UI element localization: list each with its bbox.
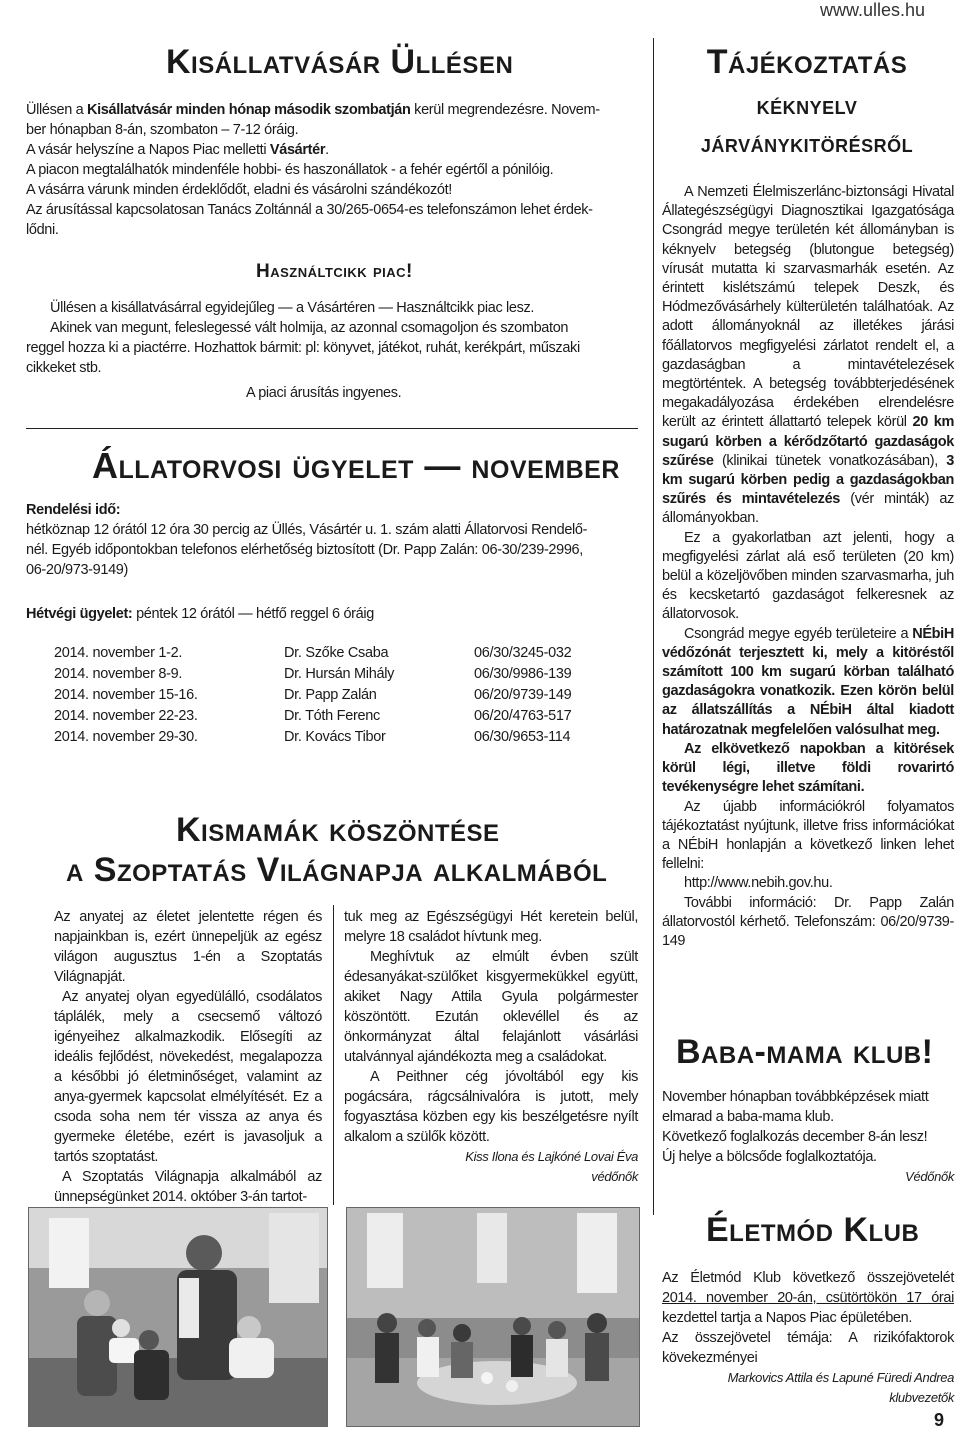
schedule-phone: 06/30/9986-139	[474, 666, 572, 682]
taj-p6: További információ: Dr. Papp Zalán állatorvostól kérhető. Telefonszám: 06/20/9739-149	[662, 894, 954, 949]
allatorvosi-body	[26, 500, 638, 580]
eletmod-body	[662, 1268, 954, 1408]
km-col2-p0: tuk meg az Egészségügyi Hét keretein belül, melyre 18 családot hívtunk meg.	[344, 909, 638, 945]
bm-line-1: Következő foglalkozás december 8-án lesz!	[662, 1129, 928, 1145]
section-divider	[26, 428, 638, 429]
km-col2-p2: A Peithner cég jóvoltából egy kis pogácsára, rágcsálnivalóra is jutott, mely fogyasztása közben egy kis beszélgetésre nyílt alkalom a szülők között.	[344, 1069, 638, 1145]
office-label: Rendelési idő:	[26, 502, 121, 518]
bm-line-2: Új helye a bölcsőde foglalkoztatója.	[662, 1149, 877, 1165]
page-number: 9	[934, 1410, 945, 1430]
photo-nurse-with-baby	[28, 1207, 328, 1427]
babamama-title: Baba-mama klub!	[676, 1033, 934, 1071]
em-p1: Az Életmód Klub következő összejövetelét 2014. november 20-án, csütörtökön 17 órai kezdettel tartja a Napos Piac épületében.	[662, 1270, 954, 1326]
allatorvosi-title: Állatorvosi ügyelet — november	[92, 445, 620, 486]
photo-icon	[347, 1208, 639, 1426]
schedule-doctor: Dr. Hursán Mihály	[284, 666, 395, 682]
taj-p5: Az újabb információkról folyamatos tájékoztatást nyújtunk, illetve friss információkat a NÉbiH honlapján a következő linken lehet fellelni:	[662, 798, 954, 873]
kv-line-0: Üllésen a Kisállatvásár minden hónap második szombatján kerül megrendezésre. Novem-	[26, 102, 600, 118]
nebih-link[interactable]: http://www.nebih.gov.hu.	[684, 875, 833, 892]
schedule-date: 2014. november 29-30.	[54, 729, 198, 745]
kv-line-5: Az árusítással kapcsolatosan Tanács Zoltánnál a 30/265-0654-es telefonszámon lehet érdek-	[26, 202, 593, 218]
kisallatvasar-title: Kisállatvásár Üllésen	[166, 43, 514, 81]
tajekoztatas-subtitle-1: kéknyelv	[756, 90, 858, 120]
taj-p3: Csongrád megye egyéb területeire a NÉbiH védőzónát terjesztett ki, mely a kitöréstől számított 100 km sugarú körban található gazdaságokra vonatkozik. Ezen körön belül az állatszállítás a NÉbiH által kiadott határozatnak megfelelően valósulhat meg.	[662, 625, 954, 738]
kismamak-title-2: a Szoptatás Világnapja alkalmából	[66, 851, 608, 889]
photo-icon	[29, 1208, 327, 1426]
taj-p1: A Nemzeti Élelmiszerlánc-biztonsági Hivatal Állategészségügyi Diagnosztikai Igazgatósága Csongrád megye területén két állományban is kéknyelv betegség (blutongue betegség) vírusát mutatta ki szarvasmarhák esetén. Az érintett kislétszámú telepek Deszk, és Hódmezővásárhely külterületén találhatóak. Az adott állományoknál az illetékes járási főállatorvos megfigyelési zárlatot rendelt el, a gazdaságban a mintavételezések megtörténtek. A betegség továbbterjedésének megakadályozása érdekében elrendelésre került az érintett állattartó telepek körül 20 km sugarú körben a kérődzőtartó gazdaságok szűrése (klinikai tünetek vonatkozásában), 3 km sugarú körben pedig a gazdaságokban szűrés és mintavételezés (vér minták) az állományokban.	[662, 184, 955, 527]
hc-line-0: Üllésen a kisállatvásárral egyidejűleg — a Vásártéren — Használtcikk piac lesz.	[50, 300, 535, 316]
kisallatvasar-body	[26, 100, 638, 240]
schedule-date: 2014. november 8-9.	[54, 666, 183, 682]
kv-line-4: A vásárra várunk minden érdeklődőt, eladni és vásárolni szándékozót!	[26, 182, 452, 198]
babamama-body	[662, 1087, 954, 1187]
kismamak-col1	[54, 907, 322, 1207]
duty-schedule-table	[54, 645, 594, 750]
schedule-doctor: Dr. Szőke Csaba	[284, 645, 389, 661]
schedule-date: 2014. november 15-16.	[54, 687, 198, 703]
em-p2: Az összejövetel témája: A rizikófaktorok kövekezményei	[662, 1330, 954, 1366]
taj-p2: Ez a gyakorlatban azt jelenti, hogy a megfigyelési zárlat alá eső területen (20 km) belül a közeljövőben minden szarvasmarha, juh és kecsketartó gazdaságot felkeresnek az állatorvosok.	[662, 529, 954, 623]
office-line-0: hétköznap 12 órától 12 óra 30 percig az Üllés, Vásártér u. 1. szám alatti Állatorvosi Rendelő-	[26, 522, 588, 538]
schedule-row	[54, 729, 594, 750]
km-signature: Kiss Ilona és Lajkóné Lovai Éva	[465, 1149, 638, 1164]
schedule-phone: 06/20/4763-517	[474, 708, 572, 724]
column-divider-small	[333, 905, 334, 1205]
office-line-1: nél. Egyéb időpontokban telefonos elérhetőség biztosított (Dr. Papp Zalán: 06-30/239-2996,	[26, 542, 583, 558]
schedule-doctor: Dr. Papp Zalán	[284, 687, 377, 703]
kv-line-6: lődni.	[26, 222, 59, 238]
site-url[interactable]: www.ulles.hu	[820, 0, 926, 20]
schedule-phone: 06/30/9653-114	[474, 729, 571, 745]
column-divider	[653, 38, 654, 1215]
km-col1-p1: Az anyatej olyan egyedülálló, csodálatos táplálék, mely a csecsemő változó igényeihez alkalmazkodik. Elősegíti az ideális fejlődést, növekedést, megalapozza a későbbi jó életminőséget, valamint az anya-gyermek kapcsolat elmélyítését. Ez a csoda soha nem tér vissza az anya és gyermeke életébe, ezért is javasoljuk a tartós szoptatást.	[54, 989, 322, 1165]
tajekoztatas-subtitle-2: járványkitörésről	[700, 128, 914, 158]
em-signature-role: klubvezetők	[889, 1390, 954, 1405]
kv-line-1: ber hónapban 8-án, szombaton – 7-12 óráig.	[26, 122, 299, 138]
photo-families-gathering	[346, 1207, 640, 1427]
free-note: A piaci árusítás ingyenes.	[246, 385, 402, 401]
kismamak-col2	[344, 907, 638, 1187]
schedule-row	[54, 687, 594, 708]
bm-line-0: November hónapban továbbképzések miatt elmarad a baba-mama klub.	[662, 1089, 929, 1125]
schedule-row	[54, 666, 594, 687]
tajekoztatas-body	[662, 183, 954, 951]
kv-line-2: A vásár helyszíne a Napos Piac melletti Vásártér.	[26, 142, 329, 158]
hasznaltcikk-body	[26, 298, 638, 378]
schedule-doctor: Dr. Kovács Tibor	[284, 729, 386, 745]
km-signature-role: védőnők	[591, 1169, 638, 1184]
km-col1-p2: A Szoptatás Világnapja alkalmából az ünnepségünket 2014. október 3-án tartot-	[54, 1169, 322, 1205]
kv-line-3: A piacon megtalálhatók mindenféle hobbi- és haszonállatok - a fehér egértől a pónilóig.	[26, 162, 554, 178]
weekend-duty: Hétvégi ügyelet: péntek 12 órától — hétfő reggel 6 óráig	[26, 606, 374, 622]
schedule-row	[54, 645, 594, 666]
kismamak-title-1: Kismamák köszöntése	[176, 811, 500, 849]
hc-line-3: cikkeket stb.	[26, 360, 102, 376]
schedule-date: 2014. november 1-2.	[54, 645, 183, 661]
taj-p4: Az elkövetkező napokban a kitörések körül légi, illetve földi rovarirtó tevékenységre lehet számítani.	[662, 740, 954, 796]
hc-line-1: Akinek van megunt, feleslegessé vált holmija, az azonnal csomagoljon és szombaton	[50, 320, 569, 336]
km-col1-p0: Az anyatej az életet jelentette régen és napjainkban is, ezért ünnepeljük az egész világon augusztus 1-én a Szoptatás Világnapját.	[54, 909, 322, 985]
schedule-doctor: Dr. Tóth Ferenc	[284, 708, 380, 724]
hasznaltcikk-title: Használtcikk piac!	[256, 261, 413, 282]
schedule-row	[54, 708, 594, 729]
hc-line-2: reggel hozza ki a piactérre. Hozhattok bármit: pl: könyvet, játékot, ruhát, kerékpárt, műszaki	[26, 340, 580, 356]
schedule-phone: 06/30/3245-032	[474, 645, 572, 661]
eletmod-title: Életmód Klub	[706, 1211, 920, 1249]
bm-signature: Védőnők	[905, 1169, 954, 1184]
tajekoztatas-title: Tájékoztatás	[706, 43, 908, 81]
schedule-phone: 06/20/9739-149	[474, 687, 572, 703]
km-col2-p1: Meghívtuk az elmúlt évben szült édesanyákat-szülőket kisgyermekükkel együtt, akiket Nagy Attila Gyula polgármester köszöntött. Ezután oklevéllel és az önkormányzat által felajánlott vásárlási utalvánnyal ajándékozta meg a családokat.	[344, 949, 638, 1065]
office-line-2: 06-20/973-9149)	[26, 562, 128, 578]
em-signature: Markovics Attila és Lapuné Füredi Andrea	[727, 1370, 954, 1385]
schedule-date: 2014. november 22-23.	[54, 708, 198, 724]
